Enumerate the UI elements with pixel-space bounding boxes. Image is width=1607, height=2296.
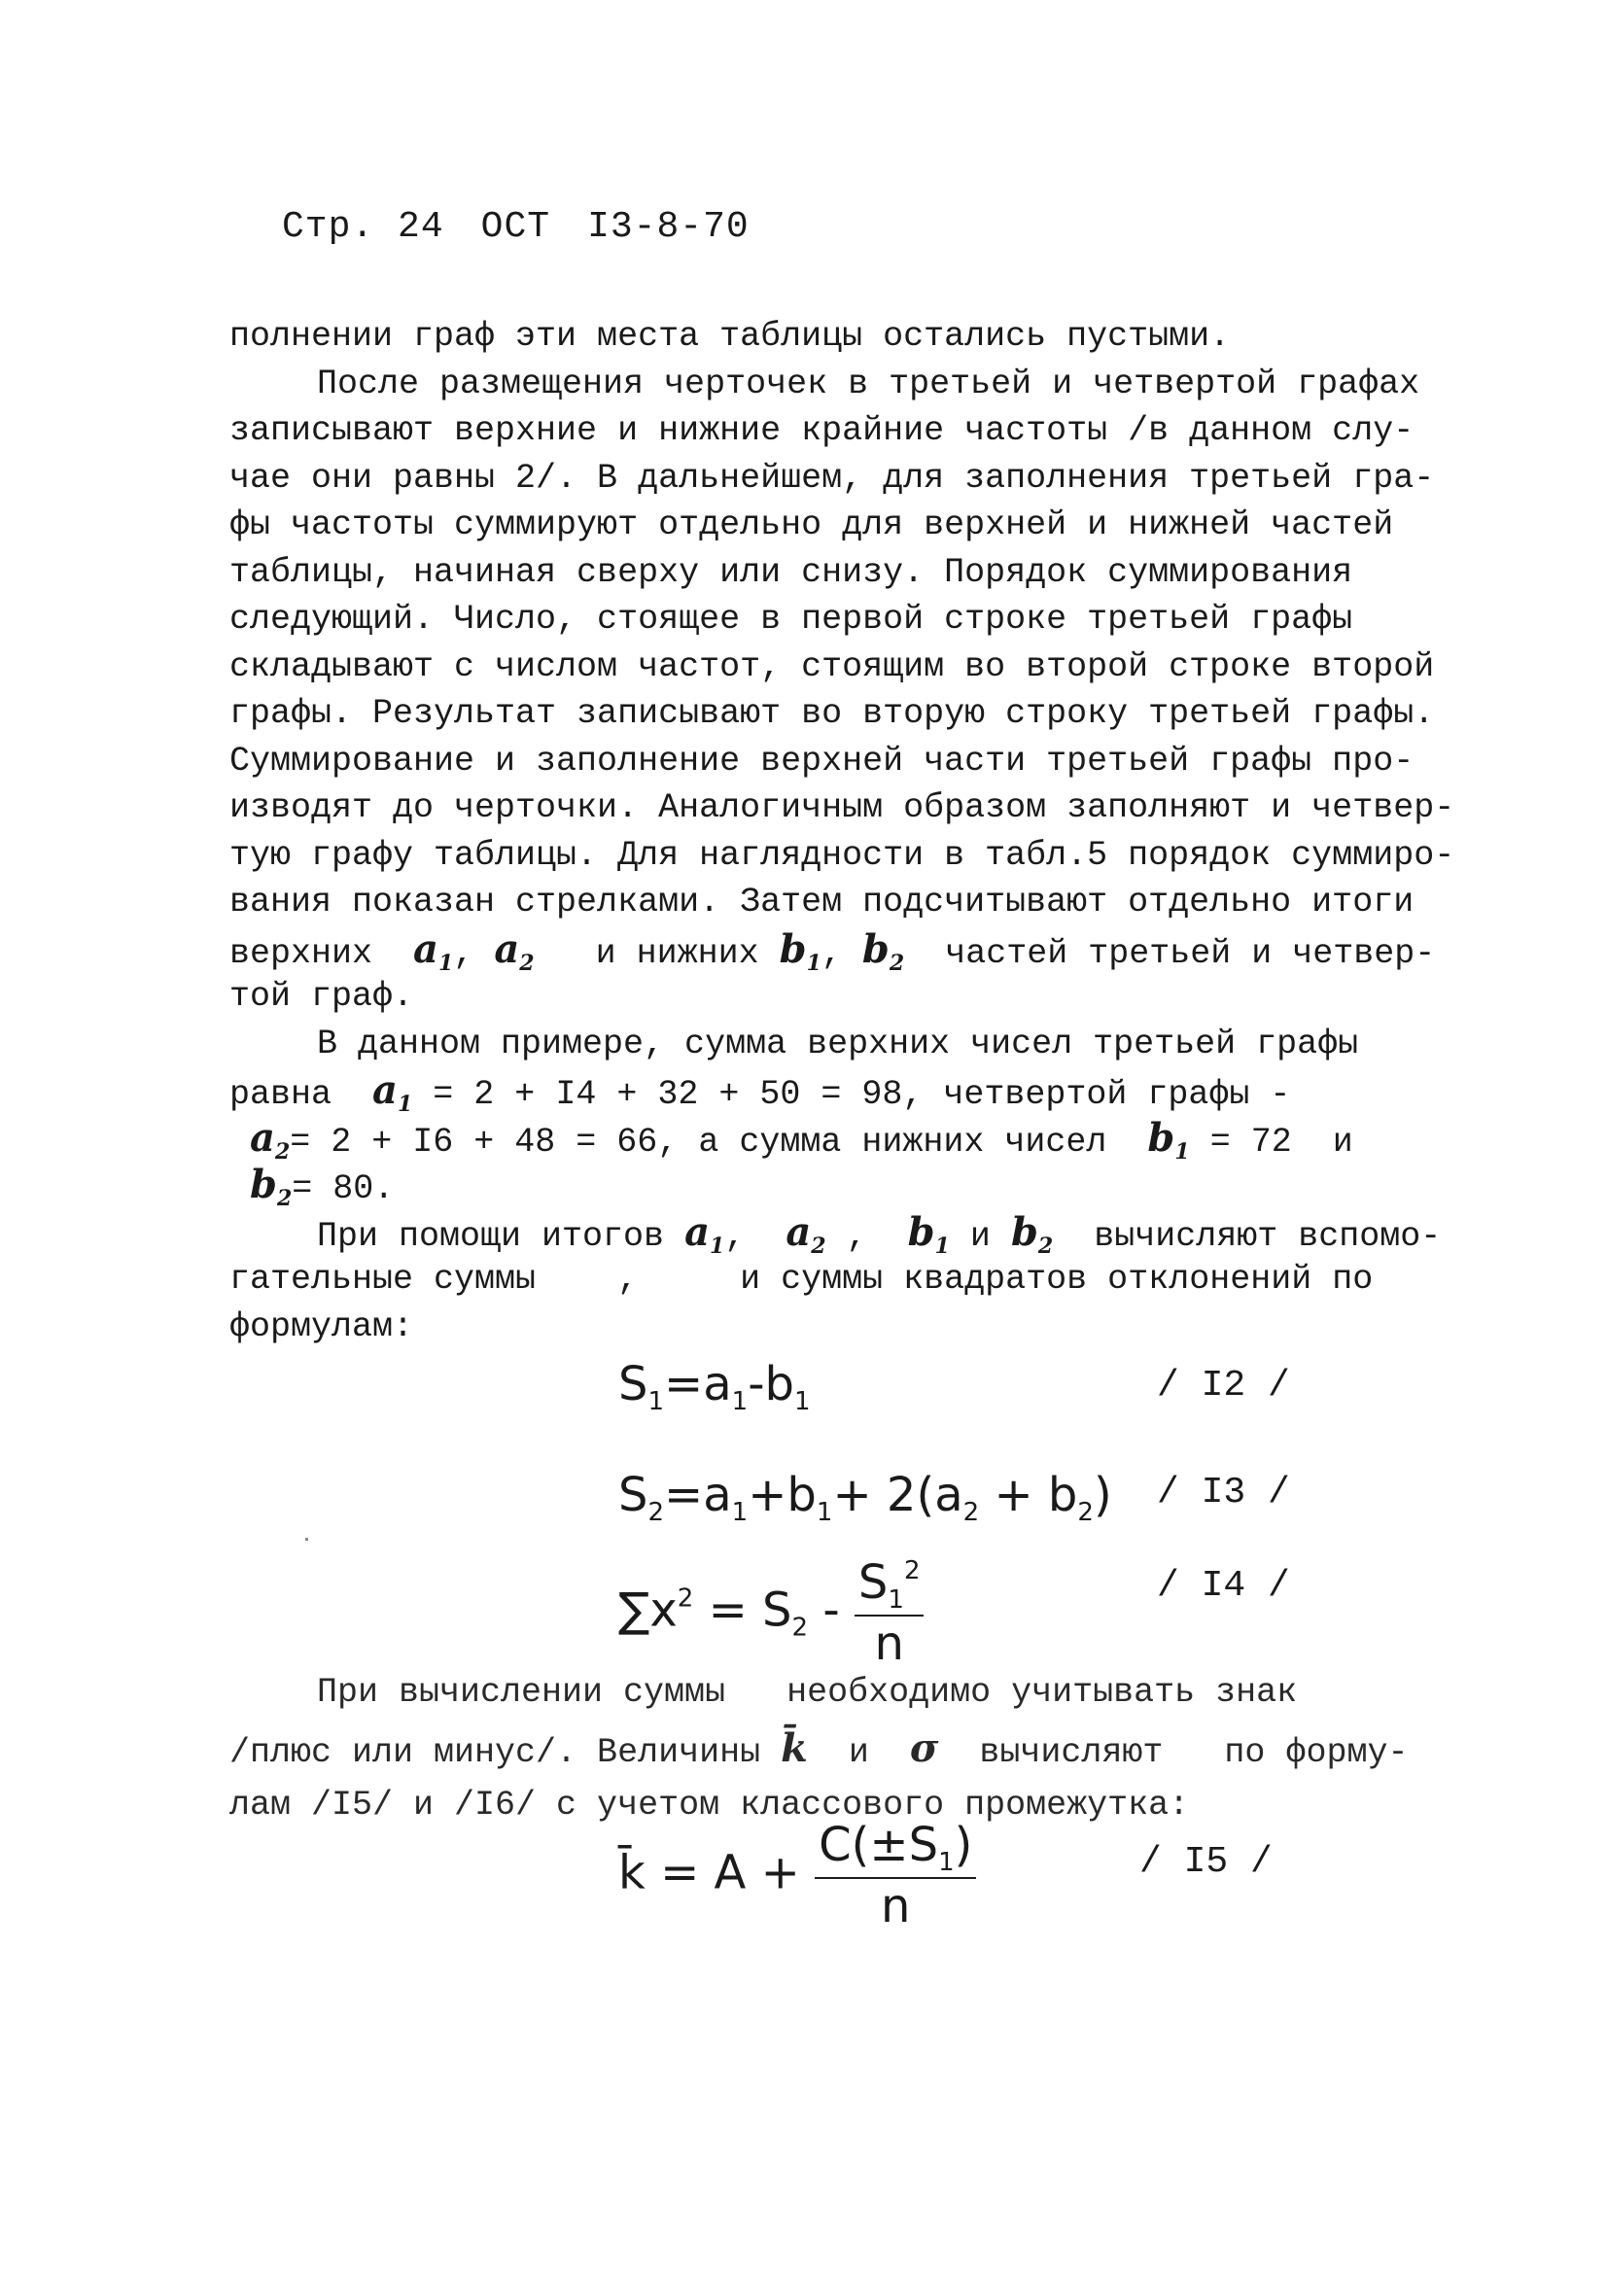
text-line-totals-list: При помощи итогов $a_1$, $a_2$ , $b_1$ и $b_2$ вычисляют вспомо- (317, 1208, 1442, 1259)
formula-12: $S_1=a_1-b_1$ (618, 1357, 811, 1416)
var-a1: $a_1$ (684, 1208, 725, 1259)
text-line: таблицы, начиная сверху или снизу. Порядок суммирования (229, 552, 1353, 592)
text-line-totals: верхних $a_1$, $a_2$ и нижних $b_1$, $b_2$ частей третьей и четвер- (229, 925, 1436, 976)
equation-number-12: / I2 / (1157, 1365, 1290, 1407)
text-fragment: частей третьей и четвер- (945, 933, 1436, 973)
text-line: следующий. Число, стоящее в первой строке третьей графы (229, 600, 1353, 639)
bottom-text (229, 1664, 1409, 1833)
page-header (282, 206, 786, 248)
equation-number-15: / I5 / (1139, 1841, 1273, 1883)
var-b2: $b_2$ (1010, 1208, 1054, 1259)
var-b1: $b_1$ (1147, 1114, 1190, 1165)
text-line: графы. Результат записывают во вторую строку третьей графы. (229, 694, 1435, 733)
text-line-values: /плюс или минус/. Величины k̄ и σ вычисляют по форму- (229, 1725, 1409, 1772)
standard-number: I3-8-70 (587, 206, 750, 248)
equation-number-14: / I4 / (1157, 1565, 1290, 1607)
equation-number-13: / I3 / (1157, 1472, 1290, 1513)
text-line: складывают с числом частот, стоящим во второй строке второй (229, 646, 1435, 686)
text-line: вания показан стрелками. Затем подсчитывают отдельно итоги (229, 883, 1415, 922)
text-line: полнении граф эти места таблицы остались пустыми. (229, 317, 1231, 356)
fraction: $\frac{C(\pm S_1)}{n}$ (815, 1818, 976, 1933)
var-a2: $a_2$ (250, 1114, 291, 1165)
fraction: $\frac{S_1^2}{n}$ (855, 1555, 925, 1671)
var-a2: $a_2$ (786, 1208, 826, 1259)
text-line: В данном примере, сумма верхних чисел третьей графы (317, 1024, 1359, 1063)
var-b2: $b_2$ (250, 1162, 293, 1211)
formula-14: $\sum x^2 = S_2$ - $\frac{S_1^2}{n}$ (618, 1555, 924, 1671)
text-line: тую графу таблицы. Для наглядности в табл.5 порядок суммиро- (229, 835, 1455, 875)
text-line: После размещения черточек в третьей и четвертой графах (317, 364, 1420, 403)
var-a1: $a_1$ (372, 1067, 413, 1117)
var-sigma: σ (909, 1725, 939, 1771)
text-line-example-a1: равна $a_1 = 2 + I4 + 32 + 50 = 98$, четвертой графы - (229, 1067, 1291, 1117)
body-text (229, 313, 1455, 1350)
text-line: записывают верхние и нижние крайние частоты /в данном слу- (229, 411, 1415, 450)
page-number: Стр. 24 (282, 206, 444, 248)
text-line: лам /I5/ и /I6/ с учетом классового промежутка: (229, 1786, 1190, 1825)
text-line: фы частоты суммируют отдельно для верхней и нижней частей (229, 505, 1394, 544)
text-line: формулам: (229, 1306, 414, 1346)
var-a1: $a_1$ (413, 925, 454, 976)
var-b1: $b_1$ (779, 925, 821, 976)
text-line: чае они равны 2/. В дальнейшем, для заполнения третьей гра- (229, 458, 1435, 498)
text-line: гательные суммы , и суммы квадратов отклонений по (229, 1260, 1374, 1299)
text-line-example-a2: $a_2= 2 + I6 + 48 = 66$, а сумма нижних чисел $b_1 = 72$ и (250, 1114, 1353, 1165)
var-b1: $b_1$ (907, 1208, 950, 1259)
text-fragment: и нижних (595, 933, 759, 973)
scan-speck (305, 1538, 308, 1541)
text-line: изводят до черточки. Аналогичным образом заполняют и четвер- (229, 788, 1455, 827)
standard-code: ОСТ (480, 206, 551, 248)
var-b2: $b_2$ (861, 925, 905, 976)
formula-13: $S_2=a_1+b_1+ 2(a_2 + b_2)$ (618, 1468, 1112, 1527)
text-line-example-b2: $b_2= 80$. (250, 1162, 395, 1211)
text-line: Суммирование и заполнение верхней части третьей графы про- (229, 741, 1415, 781)
formula-15: k̄ = A + $\frac{C(\pm S_1)}{n}$ (618, 1818, 976, 1933)
var-k-bar: k̄ (781, 1725, 808, 1771)
text-line: той граф. (229, 977, 414, 1016)
text-fragment: верхних (229, 933, 373, 973)
text-line: При вычислении суммы необходимо учитывать знак (317, 1673, 1298, 1712)
var-a2: $a_2$ (494, 925, 535, 976)
